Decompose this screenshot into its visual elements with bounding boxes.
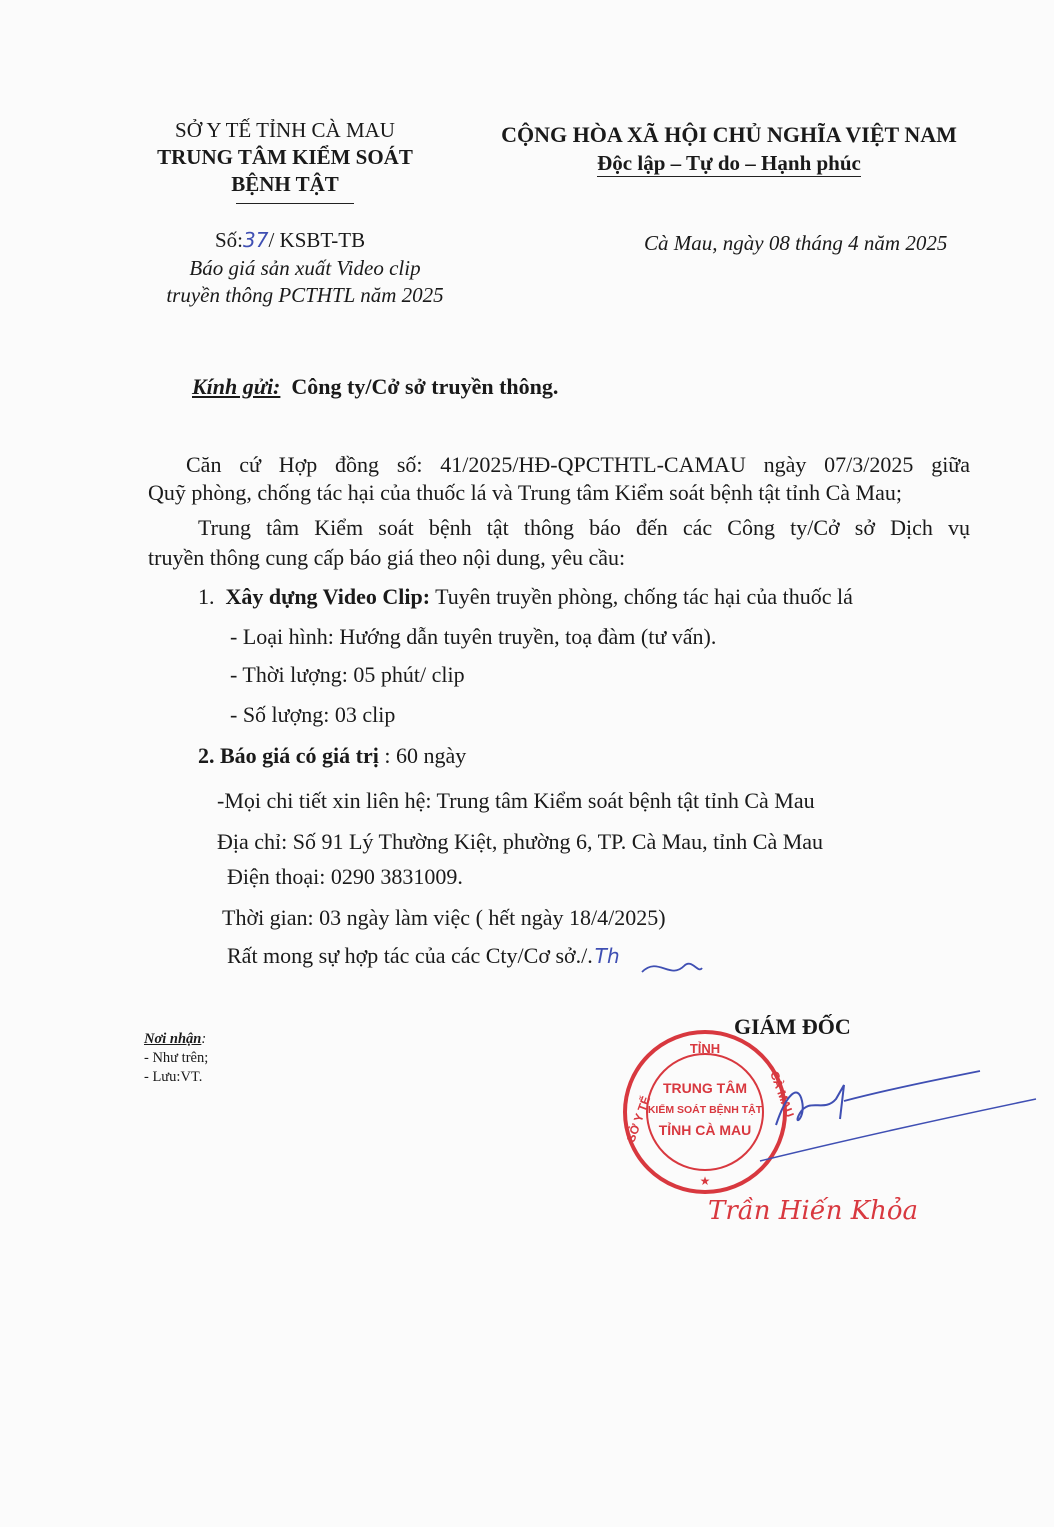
notice-paragraph-line1: Trung tâm Kiểm soát bệnh tật thông báo đến các Công ty/Cở sở Dịch vụ [198, 515, 970, 540]
agency-name: SỞ Y TẾ TỈNH CÀ MAU [175, 118, 395, 142]
document-number [215, 228, 365, 253]
number-suffix: / KSBT-TB [268, 228, 366, 252]
closing-text: Rất mong sự hợp tác của các Cty/Cơ sở./. [227, 943, 593, 968]
item-1-number: 1. [198, 584, 215, 609]
recipient-item-2: - Lưu:VT. [144, 1069, 203, 1085]
subject-line2: truyền thông PCTHTL năm 2025 [166, 283, 444, 307]
recipient-line [192, 374, 558, 400]
contact-line: -Mọi chi tiết xin liên hệ: Trung tâm Kiểm soát bệnh tật tỉnh Cà Mau [217, 788, 815, 813]
issuer-name-line1: TRUNG TÂM KIỂM SOÁT [157, 145, 413, 169]
stamp-top-text: TỈNH [689, 1041, 721, 1056]
item-2-title: 2. Báo giá có giá trị [198, 743, 379, 768]
stamp-left-text: SỞ Y TẾ [623, 1094, 654, 1145]
number-prefix: Số: [215, 228, 244, 252]
subject-line1: Báo giá sản xuất Video clip [189, 256, 421, 280]
director-signature [740, 1055, 1040, 1165]
deadline-line: Thời gian: 03 ngày làm việc ( hết ngày 18/4/2025) [222, 905, 666, 930]
item-1-duration: - Thời lượng: 05 phút/ clip [230, 662, 465, 687]
national-motto [478, 151, 980, 176]
recipient-label: Kính gửi: [192, 374, 281, 399]
initials-flourish [636, 950, 706, 982]
stamp-line1: TRUNG TÂM [663, 1080, 747, 1096]
item-1 [198, 584, 853, 610]
stamp-star-icon: ★ [699, 1174, 711, 1188]
item-1-text: Tuyên truyền phòng, chống tác hại của thuốc lá [430, 584, 853, 609]
stamp-line2: KIỂM SOÁT BỆNH TẬT [647, 1104, 763, 1116]
recipients-label: Nơi nhận [144, 1031, 202, 1047]
stamp-line3: TỈNH CÀ MAU [658, 1122, 752, 1138]
handwritten-number: 37 [243, 228, 269, 252]
issuer-name-line2: BỆNH TẬT [231, 172, 339, 196]
notice-paragraph-line2: truyền thông cung cấp báo giá theo nội dung, yêu cầu: [148, 545, 626, 570]
recipient-item-1: - Như trên; [144, 1050, 209, 1066]
item-2-text: : 60 ngày [378, 743, 467, 768]
closing-line [227, 943, 620, 969]
recipients-colon: : [201, 1031, 207, 1047]
initials-mark: Th [594, 944, 620, 968]
recipients-heading [144, 1030, 206, 1048]
item-2 [198, 743, 466, 769]
country-name: CỘNG HÒA XÃ HỘI CHỦ NGHĨA VIỆT NAM [501, 122, 957, 147]
issuer-underline [236, 203, 354, 204]
basis-paragraph-line1: Căn cứ Hợp đồng số: 41/2025/HĐ-QPCTHTL-CAMAU ngày 07/3/2025 giữa [186, 452, 970, 477]
recipient-value: Công ty/Cở sở truyền thông. [291, 374, 559, 399]
stamp-right-text: CÀ MAU [767, 1069, 797, 1120]
signer-name: Trần Hiến Khỏa [708, 1196, 919, 1226]
item-1-type: - Loại hình: Hướng dẫn tuyên truyền, toạ đàm (tư vấn). [230, 624, 717, 649]
item-1-title: Xây dựng Video Clip: [225, 584, 431, 609]
phone-line: Điện thoại: 0290 3831009. [227, 864, 463, 889]
basis-paragraph-line2: Quỹ phòng, chống tác hại của thuốc lá và Trung tâm Kiểm soát bệnh tật tỉnh Cà Mau; [148, 480, 902, 505]
place-date: Cà Mau, ngày 08 tháng 4 năm 2025 [644, 231, 948, 255]
address-line: Địa chỉ: Số 91 Lý Thường Kiệt, phường 6, TP. Cà Mau, tỉnh Cà Mau [217, 829, 824, 854]
motto-text: Độc lập – Tự do – Hạnh phúc [597, 151, 861, 175]
item-1-quantity: - Số lượng: 03 clip [230, 702, 396, 727]
signer-title: GIÁM ĐỐC [734, 1014, 851, 1039]
